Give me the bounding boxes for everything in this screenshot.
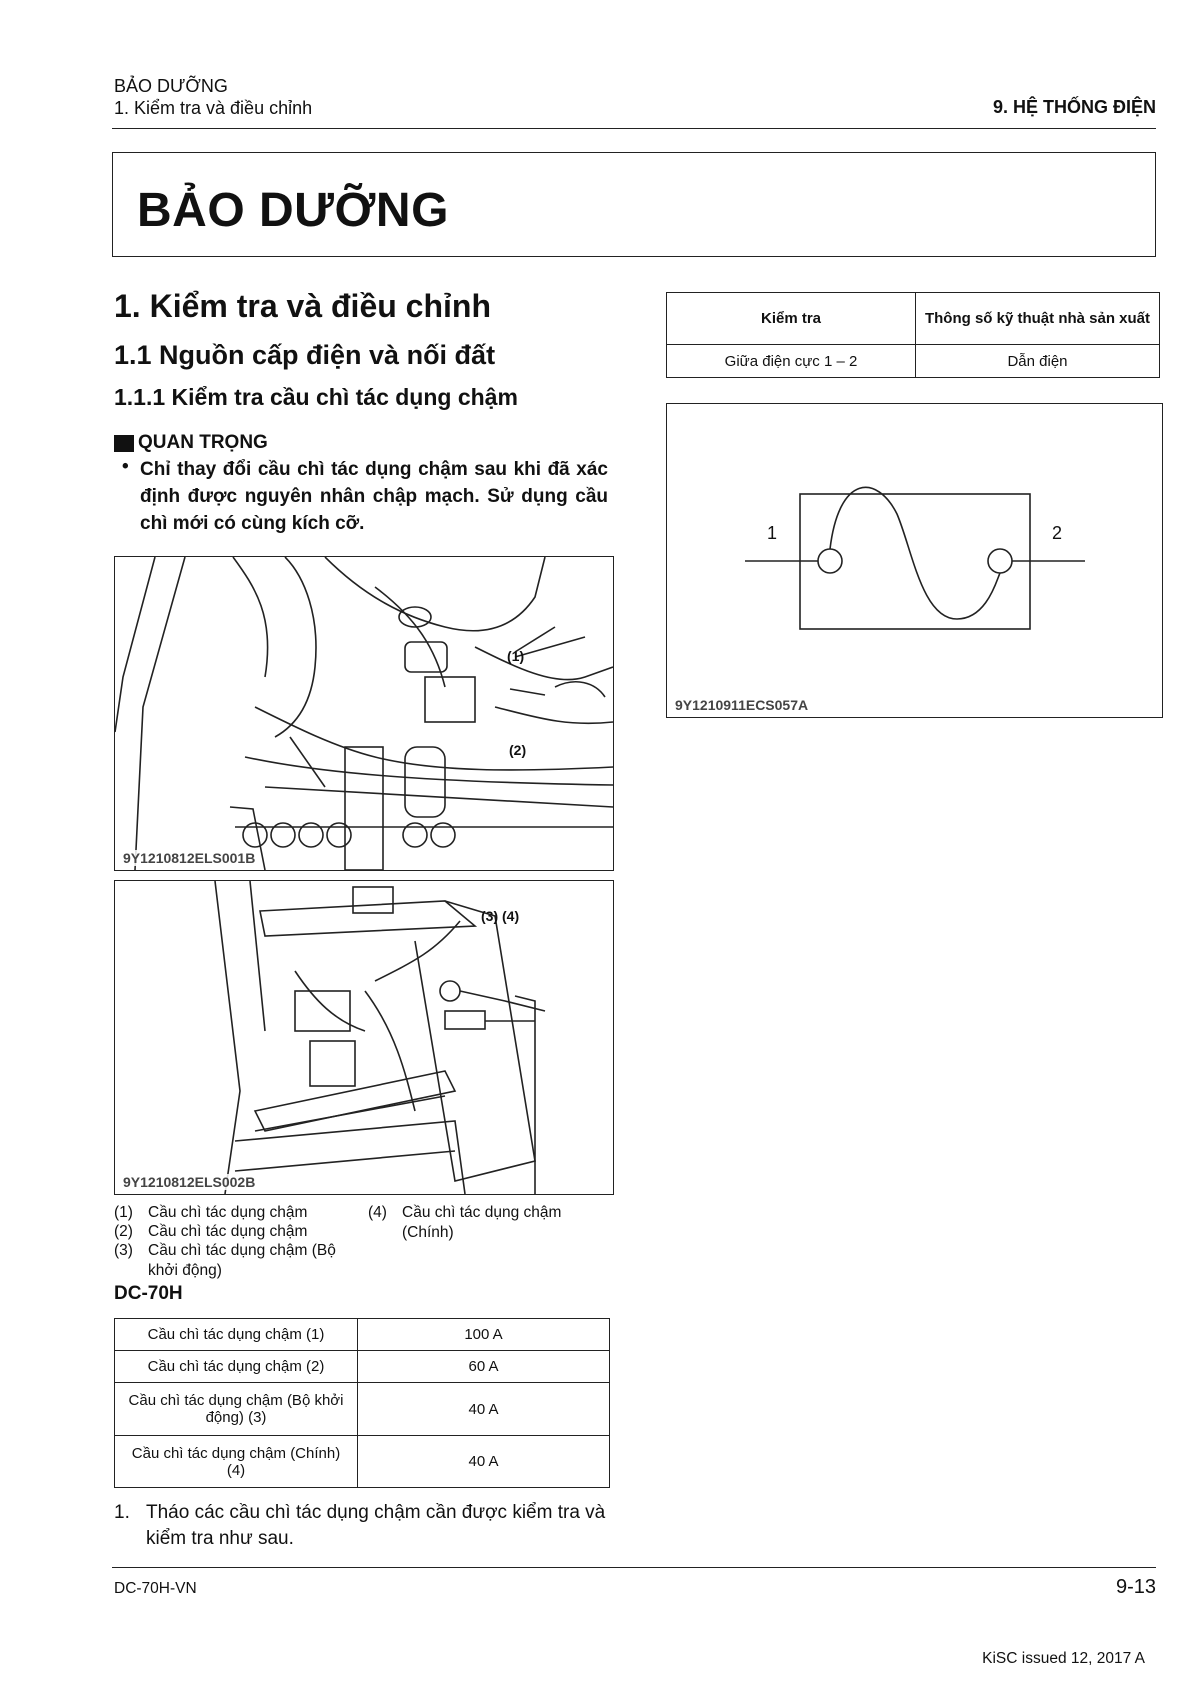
fuse-element-wave xyxy=(830,487,1000,619)
page-title-box xyxy=(112,152,1156,257)
important-square-icon xyxy=(114,435,134,452)
callout-2: (2) xyxy=(509,742,527,758)
callout-3-4: (3) (4) xyxy=(481,908,520,924)
legend-text-1: Cầu chì tác dụng chậm xyxy=(148,1204,308,1221)
table-row xyxy=(115,1436,610,1488)
heading-3: 1.1.1 Kiểm tra cầu chì tác dụng chậm xyxy=(114,384,518,410)
header-chapter: 9. HỆ THỐNG ĐIỆN xyxy=(992,97,1156,117)
legend-num: (1) xyxy=(114,1204,133,1221)
terminal-1-circle xyxy=(818,549,842,573)
table-row xyxy=(115,1351,610,1383)
footer-doc-code: DC-70H-VN xyxy=(114,1580,197,1597)
figure-photo-2 xyxy=(114,880,614,1195)
heading-1: 1. Kiểm tra và điều chỉnh xyxy=(114,288,491,324)
header-section: BẢO DƯỠNG xyxy=(114,76,228,96)
fuse-name: Cầu chì tác dụng chậm (2) xyxy=(115,1351,358,1383)
table-row xyxy=(115,1319,610,1351)
fuse-name: Cầu chì tác dụng chậm (Chính) (4) xyxy=(115,1436,358,1488)
footer-divider xyxy=(112,1567,1156,1568)
figure-2-code: 9Y1210812ELS002B xyxy=(123,1174,256,1190)
fuse-value: 100 A xyxy=(358,1319,610,1351)
legend-text-3: Cầu chì tác dụng chậm (Bộ khởi động) xyxy=(148,1242,336,1279)
table-header-row xyxy=(667,293,1160,345)
legend-item-1 xyxy=(114,1203,133,1223)
legend-item-4 xyxy=(368,1203,387,1223)
check-spec: Dẫn điện xyxy=(916,345,1160,378)
fuse-diagram-figure xyxy=(666,403,1163,718)
fuse-name: Cầu chì tác dụng chậm (1) xyxy=(115,1319,358,1351)
table-row xyxy=(115,1383,610,1436)
important-bullet: • xyxy=(122,456,129,477)
important-label-text: QUAN TRỌNG xyxy=(138,432,268,453)
diagram-code: 9Y1210911ECS057A xyxy=(675,697,809,713)
engine-bay-illustration-2 xyxy=(115,881,613,1194)
step-text: Tháo các cầu chì tác dụng chậm cần được kiểm tra và kiểm tra như sau. xyxy=(146,1502,606,1549)
fuse-spec-table xyxy=(114,1318,610,1488)
important-label xyxy=(114,432,268,454)
fuse-name: Cầu chì tác dụng chậm (Bộ khởi động) (3) xyxy=(115,1383,358,1436)
model-label: DC-70H xyxy=(114,1283,183,1304)
heading-2: 1.1 Nguồn cấp điện và nối đất xyxy=(114,340,496,370)
header-divider xyxy=(112,128,1156,129)
fuse-diagram xyxy=(667,404,1162,717)
issued-note: KiSC issued 12, 2017 A xyxy=(982,1650,1145,1667)
legend-item-3 xyxy=(114,1241,133,1261)
important-text: Chỉ thay đổi cầu chì tác dụng chậm sau khi đã xác định được nguyên nhân chập mạch. Sử dụng cầu chì mới có cùng kích cỡ. xyxy=(140,459,608,534)
check-header-1: Kiểm tra xyxy=(667,293,916,345)
fuse-value: 40 A xyxy=(358,1383,610,1436)
legend-num: (2) xyxy=(114,1223,133,1240)
fuse-value: 60 A xyxy=(358,1351,610,1383)
check-table xyxy=(666,292,1160,378)
figure-1-code: 9Y1210812ELS001B xyxy=(123,850,256,866)
legend-text-4: Cầu chì tác dụng chậm (Chính) xyxy=(402,1204,562,1241)
legend-text-2: Cầu chì tác dụng chậm xyxy=(148,1223,308,1240)
figure-photo-1 xyxy=(114,556,614,871)
table-row xyxy=(667,345,1160,378)
check-item: Giữa điện cực 1 – 2 xyxy=(667,345,916,378)
terminal-2-circle xyxy=(988,549,1012,573)
check-header-2: Thông số kỹ thuật nhà sản xuất xyxy=(916,293,1160,345)
terminal-2-label: 2 xyxy=(1052,523,1063,543)
callout-1: (1) xyxy=(507,648,525,664)
terminal-1-label: 1 xyxy=(767,523,778,543)
fuse-value: 40 A xyxy=(358,1436,610,1488)
header-subsection: 1. Kiểm tra và điều chỉnh xyxy=(114,98,313,118)
legend-item-2 xyxy=(114,1222,133,1242)
legend-num: (4) xyxy=(368,1204,387,1221)
step-number: 1. xyxy=(114,1502,130,1523)
engine-bay-illustration-1 xyxy=(115,557,613,870)
page-title: BẢO DƯỠNG xyxy=(137,184,449,237)
legend-num: (3) xyxy=(114,1242,133,1259)
page-number: 9-13 xyxy=(1115,1576,1156,1598)
